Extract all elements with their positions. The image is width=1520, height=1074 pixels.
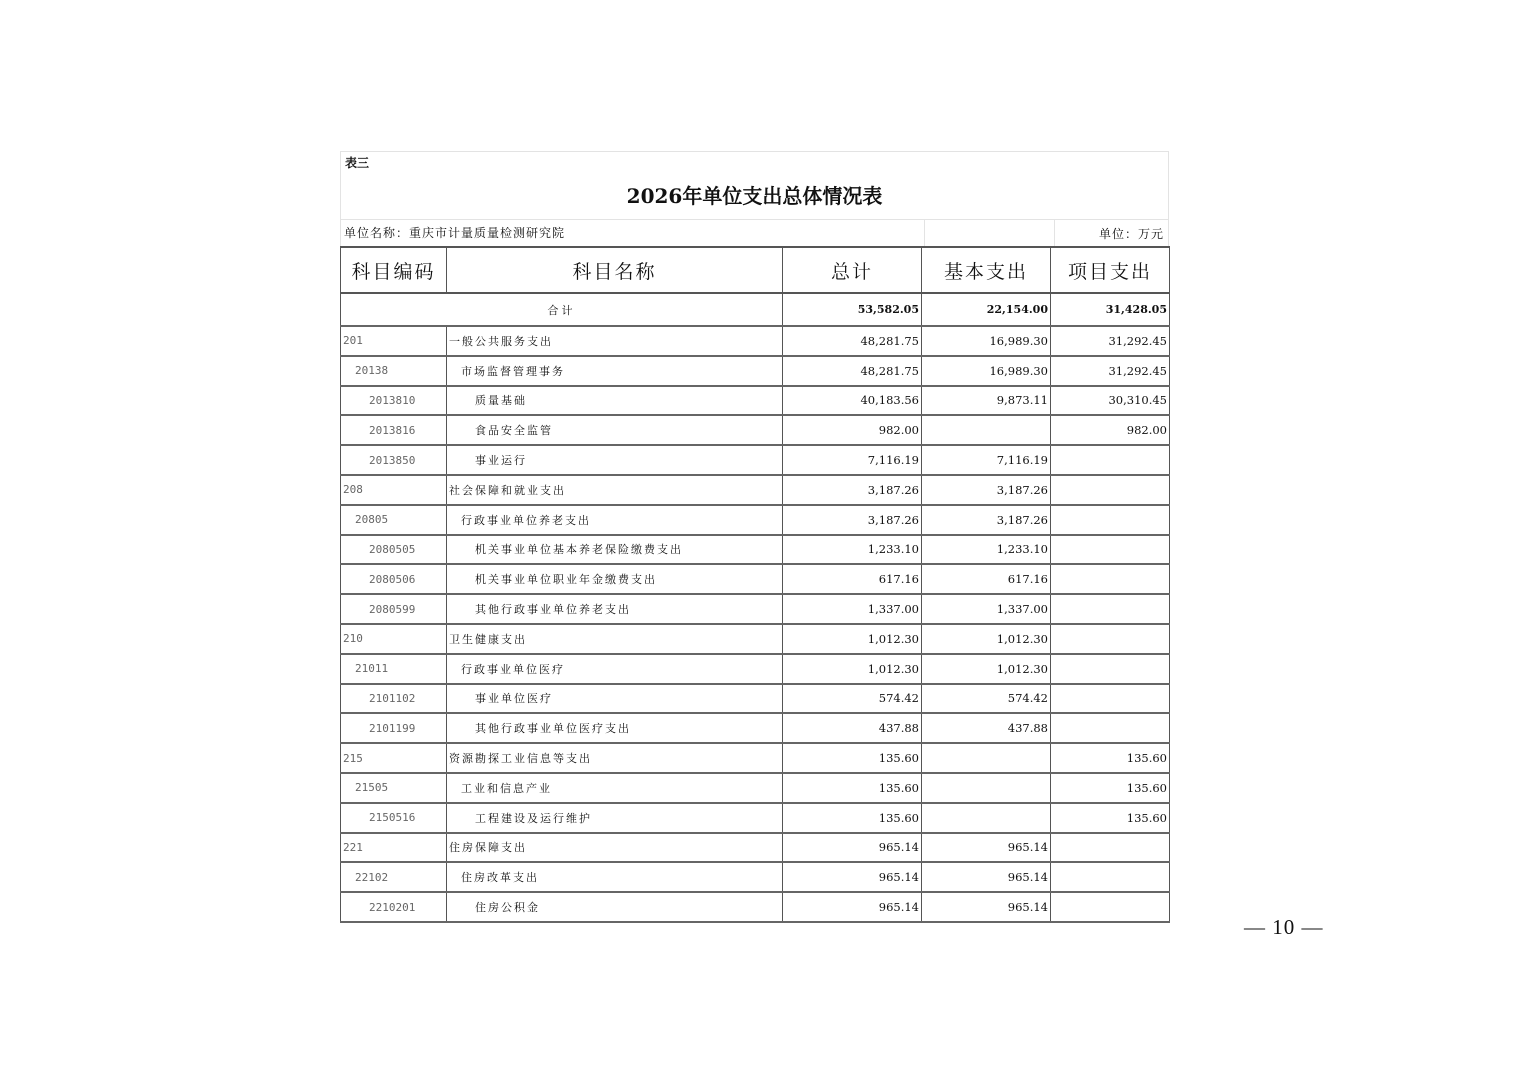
table-row (341, 386, 1170, 416)
table-row (341, 773, 1170, 803)
row-total: 135.60 (783, 773, 922, 803)
total-basic: 22,154.00 (922, 293, 1051, 326)
header-basic: 基本支出 (922, 247, 1051, 293)
row-project (1051, 594, 1170, 624)
table-row (341, 356, 1170, 386)
header-project: 项目支出 (1051, 247, 1170, 293)
row-basic: 965.14 (922, 892, 1051, 922)
table-row (341, 862, 1170, 892)
table-row (341, 743, 1170, 773)
row-name: 其他行政事业单位医疗支出 (447, 713, 783, 743)
row-basic: 965.14 (922, 862, 1051, 892)
row-name: 事业单位医疗 (447, 684, 783, 714)
table-row (341, 684, 1170, 714)
table-row (341, 445, 1170, 475)
row-project (1051, 713, 1170, 743)
row-name: 一般公共服务支出 (447, 326, 783, 356)
row-project: 135.60 (1051, 773, 1170, 803)
row-code: 208 (341, 475, 447, 505)
table-row (341, 564, 1170, 594)
row-code: 2210201 (341, 892, 447, 922)
row-total: 1,233.10 (783, 535, 922, 565)
row-name: 资源勘探工业信息等支出 (447, 743, 783, 773)
row-code: 215 (341, 743, 447, 773)
row-project (1051, 684, 1170, 714)
row-total: 3,187.26 (783, 475, 922, 505)
table-row (341, 654, 1170, 684)
row-name: 市场监督管理事务 (447, 356, 783, 386)
row-project: 30,310.45 (1051, 386, 1170, 416)
row-name: 食品安全监管 (447, 415, 783, 445)
row-name: 机关事业单位职业年金缴费支出 (447, 564, 783, 594)
document-title: 2026年单位支出总体情况表 (340, 173, 1169, 219)
table-row (341, 594, 1170, 624)
total-label: 合计 (341, 293, 783, 326)
row-project (1051, 833, 1170, 863)
row-name: 工程建设及运行维护 (447, 803, 783, 833)
row-code: 2150516 (341, 803, 447, 833)
row-total: 965.14 (783, 833, 922, 863)
row-code: 201 (341, 326, 447, 356)
row-code: 210 (341, 624, 447, 654)
row-project (1051, 505, 1170, 535)
row-basic: 3,187.26 (922, 505, 1051, 535)
row-code: 20138 (341, 356, 447, 386)
row-name: 住房公积金 (447, 892, 783, 922)
row-basic: 1,337.00 (922, 594, 1051, 624)
row-total: 1,012.30 (783, 654, 922, 684)
table-row (341, 803, 1170, 833)
row-total: 982.00 (783, 415, 922, 445)
row-basic: 9,873.11 (922, 386, 1051, 416)
row-code: 2013810 (341, 386, 447, 416)
page-number: — 10 — (1244, 915, 1324, 939)
row-basic (922, 773, 1051, 803)
row-project (1051, 475, 1170, 505)
row-name: 事业运行 (447, 445, 783, 475)
row-code: 2080599 (341, 594, 447, 624)
total-amount: 53,582.05 (783, 293, 922, 326)
row-code: 2080506 (341, 564, 447, 594)
row-basic: 574.42 (922, 684, 1051, 714)
total-row (341, 293, 1170, 326)
expenditure-document (340, 151, 1169, 923)
row-name: 住房改革支出 (447, 862, 783, 892)
row-total: 1,337.00 (783, 594, 922, 624)
table-row (341, 624, 1170, 654)
table-row (341, 535, 1170, 565)
row-basic: 617.16 (922, 564, 1051, 594)
row-project (1051, 892, 1170, 922)
total-project: 31,428.05 (1051, 293, 1170, 326)
unit-row-spacer (924, 220, 1055, 246)
row-basic: 16,989.30 (922, 356, 1051, 386)
table-label: 表三 (340, 151, 1169, 173)
row-code: 2101102 (341, 684, 447, 714)
row-basic: 1,012.30 (922, 624, 1051, 654)
row-total: 3,187.26 (783, 505, 922, 535)
row-code: 20805 (341, 505, 447, 535)
table-row (341, 892, 1170, 922)
row-basic: 1,012.30 (922, 654, 1051, 684)
row-code: 22102 (341, 862, 447, 892)
row-code: 221 (341, 833, 447, 863)
organization-name: 单位名称：重庆市计量质量检测研究院 (344, 226, 566, 240)
row-name: 工业和信息产业 (447, 773, 783, 803)
row-name: 质量基础 (447, 386, 783, 416)
row-name: 机关事业单位基本养老保险缴费支出 (447, 535, 783, 565)
table-row (341, 475, 1170, 505)
unit-info-row (340, 219, 1169, 246)
row-total: 135.60 (783, 803, 922, 833)
row-code: 21011 (341, 654, 447, 684)
row-total: 48,281.75 (783, 326, 922, 356)
row-code: 2080505 (341, 535, 447, 565)
row-basic (922, 803, 1051, 833)
row-total: 437.88 (783, 713, 922, 743)
header-row (341, 247, 1170, 293)
row-code: 21505 (341, 773, 447, 803)
table-body (341, 293, 1170, 922)
row-project (1051, 445, 1170, 475)
row-total: 48,281.75 (783, 356, 922, 386)
row-basic: 16,989.30 (922, 326, 1051, 356)
header-name: 科目名称 (447, 247, 783, 293)
row-name: 行政事业单位养老支出 (447, 505, 783, 535)
row-total: 135.60 (783, 743, 922, 773)
row-project: 31,292.45 (1051, 356, 1170, 386)
header-total: 总计 (783, 247, 922, 293)
expenditure-table (340, 246, 1170, 923)
row-total: 1,012.30 (783, 624, 922, 654)
row-basic: 3,187.26 (922, 475, 1051, 505)
row-code: 2013850 (341, 445, 447, 475)
header-code: 科目编码 (341, 247, 447, 293)
row-total: 617.16 (783, 564, 922, 594)
row-project (1051, 624, 1170, 654)
row-project (1051, 564, 1170, 594)
row-total: 965.14 (783, 862, 922, 892)
row-name: 住房保障支出 (447, 833, 783, 863)
row-name: 其他行政事业单位养老支出 (447, 594, 783, 624)
row-basic (922, 415, 1051, 445)
row-basic: 437.88 (922, 713, 1051, 743)
currency-unit: 单位：万元 (1098, 227, 1164, 241)
row-basic: 7,116.19 (922, 445, 1051, 475)
row-project: 982.00 (1051, 415, 1170, 445)
row-basic: 965.14 (922, 833, 1051, 863)
row-basic (922, 743, 1051, 773)
table-row (341, 833, 1170, 863)
row-code: 2013816 (341, 415, 447, 445)
table-row (341, 326, 1170, 356)
row-name: 行政事业单位医疗 (447, 654, 783, 684)
table-row (341, 713, 1170, 743)
row-total: 7,116.19 (783, 445, 922, 475)
row-total: 965.14 (783, 892, 922, 922)
row-name: 社会保障和就业支出 (447, 475, 783, 505)
row-project (1051, 862, 1170, 892)
row-project: 135.60 (1051, 803, 1170, 833)
row-project (1051, 535, 1170, 565)
row-basic: 1,233.10 (922, 535, 1051, 565)
row-project (1051, 654, 1170, 684)
row-code: 2101199 (341, 713, 447, 743)
table-row (341, 505, 1170, 535)
row-total: 574.42 (783, 684, 922, 714)
row-total: 40,183.56 (783, 386, 922, 416)
table-row (341, 415, 1170, 445)
row-project: 135.60 (1051, 743, 1170, 773)
row-project: 31,292.45 (1051, 326, 1170, 356)
row-name: 卫生健康支出 (447, 624, 783, 654)
